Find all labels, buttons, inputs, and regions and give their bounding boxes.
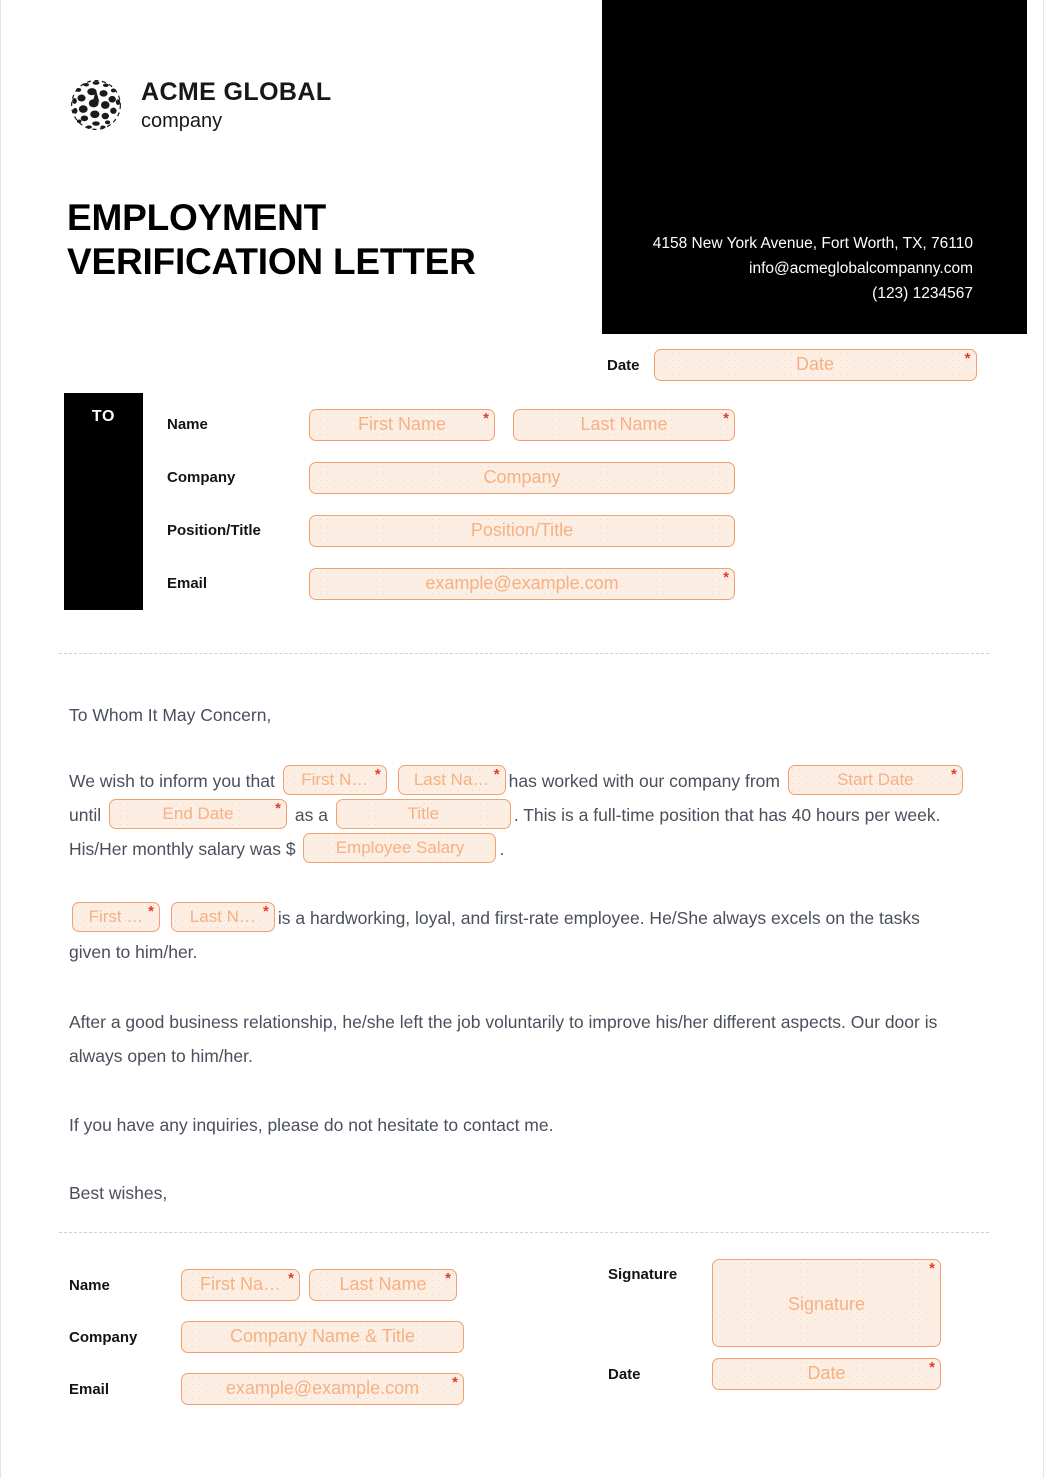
- p1-text-b: has worked with our company from: [508, 771, 780, 791]
- signature-date-placeholder: Date: [807, 1363, 846, 1383]
- signer-name-label: Name: [69, 1276, 110, 1294]
- required-asterisk: *: [452, 1374, 458, 1391]
- brand-subtitle: company: [141, 109, 223, 132]
- signer-first-name-input[interactable]: [181, 1269, 300, 1301]
- recipient-position-input[interactable]: [309, 515, 735, 547]
- signer-first-name-placeholder: First Na…: [200, 1274, 281, 1294]
- company-address: 4158 New York Avenue, Fort Worth, TX, 76110: [652, 234, 973, 252]
- required-asterisk: *: [929, 1260, 935, 1277]
- employee-last-name-placeholder-2: Last N…: [189, 907, 256, 927]
- required-asterisk: *: [723, 568, 729, 586]
- employee-last-name-placeholder: Last Na…: [413, 770, 490, 790]
- required-asterisk: *: [964, 350, 971, 367]
- company-contact-block: [653, 231, 973, 306]
- recipient-row-company: [167, 451, 767, 504]
- signature-input[interactable]: [712, 1259, 941, 1347]
- signature-label: Signature: [608, 1266, 678, 1283]
- recipient-company-input[interactable]: [309, 462, 735, 494]
- recipient-row-email: [167, 557, 767, 610]
- recipient-name-label: Name: [167, 416, 208, 433]
- signer-email-input[interactable]: [181, 1373, 464, 1405]
- employee-first-name-placeholder-2: First …: [88, 907, 144, 927]
- recipient-row-position: [167, 504, 767, 557]
- required-asterisk: *: [374, 766, 381, 784]
- employee-title-placeholder: Title: [407, 804, 440, 824]
- recipient-position-label: Position/Title: [167, 522, 261, 539]
- recipient-position-placeholder: Position/Title: [470, 519, 574, 540]
- required-asterisk: *: [445, 1270, 451, 1287]
- signature-date-row: [608, 1358, 998, 1390]
- required-asterisk: *: [929, 1359, 935, 1376]
- recipient-first-name-input[interactable]: [309, 409, 495, 441]
- header-date-row: [607, 349, 977, 381]
- divider-top: [59, 653, 989, 654]
- recipient-company-label: Company: [167, 469, 236, 486]
- page-title: EMPLOYMENT VERIFICATION LETTER: [67, 197, 476, 282]
- brand-name: ACME GLOBAL: [141, 77, 332, 106]
- letter-paragraph-one: [69, 764, 974, 866]
- signer-company-placeholder: Company Name & Title: [229, 1326, 416, 1346]
- employee-first-name-input[interactable]: [283, 765, 387, 795]
- company-phone: (123) 1234567: [872, 284, 973, 302]
- signer-last-name-input[interactable]: [309, 1269, 457, 1301]
- letter-salutation: To Whom It May Concern,: [69, 705, 272, 725]
- employee-first-name-input-2[interactable]: [72, 902, 160, 932]
- recipient-email-label: Email: [167, 575, 208, 592]
- globe-dots-logo-icon: [67, 76, 125, 134]
- header-date-label: Date: [607, 356, 640, 374]
- p2-text: is a hardworking, loyal, and first-rate employee. He/She always excels on the tasks given to him/her.: [69, 908, 920, 962]
- required-asterisk: *: [288, 1270, 294, 1287]
- required-asterisk: *: [275, 800, 281, 818]
- signature-row: [608, 1259, 998, 1347]
- employee-last-name-input-2[interactable]: [171, 902, 275, 932]
- employment-start-date-placeholder: Start Date: [837, 770, 914, 790]
- letter-closing: Best wishes,: [69, 1183, 168, 1203]
- header-date-placeholder: Date: [796, 354, 835, 374]
- recipient-email-placeholder: example@example.com: [425, 572, 619, 593]
- employment-end-date-placeholder: End Date: [162, 804, 234, 824]
- signer-row-name: [69, 1259, 489, 1311]
- signer-row-email: [69, 1363, 489, 1415]
- recipient-badge: [64, 393, 143, 610]
- employee-last-name-input[interactable]: [398, 765, 506, 795]
- recipient-first-name-placeholder: First Name: [357, 413, 446, 434]
- header-black-panel: [602, 0, 1027, 334]
- signature-placeholder: Signature: [787, 1294, 866, 1314]
- signer-email-label: Email: [69, 1380, 110, 1398]
- required-asterisk: *: [148, 903, 154, 921]
- brand-logo-block: [67, 76, 332, 134]
- required-asterisk: *: [263, 903, 269, 921]
- letter-paragraph-four: If you have any inquiries, please do not hesitate to contact me.: [69, 1115, 554, 1135]
- employee-first-name-placeholder: First N…: [301, 770, 369, 790]
- recipient-last-name-placeholder: Last Name: [580, 413, 668, 434]
- recipient-last-name-input[interactable]: [513, 409, 735, 441]
- letter-paragraph-two: [69, 901, 964, 969]
- signature-date-input[interactable]: [712, 1358, 941, 1390]
- divider-bottom: [59, 1232, 989, 1233]
- employee-title-input[interactable]: [336, 799, 511, 829]
- p1-text-c: until: [69, 805, 102, 825]
- employee-salary-input[interactable]: [303, 833, 496, 863]
- recipient-company-placeholder: Company: [483, 466, 561, 487]
- recipient-badge-label: TO: [91, 408, 116, 425]
- required-asterisk: *: [483, 409, 489, 427]
- signature-block: [608, 1259, 998, 1390]
- employee-salary-placeholder: Employee Salary: [335, 838, 465, 858]
- required-asterisk: *: [493, 766, 500, 784]
- signer-last-name-placeholder: Last Name: [339, 1274, 427, 1294]
- p1-text-f: .: [499, 839, 505, 859]
- recipient-fields: [167, 398, 767, 610]
- signature-date-label: Date: [608, 1365, 641, 1383]
- signer-row-company: [69, 1311, 489, 1363]
- p1-text-d: as a: [294, 805, 328, 825]
- p1-text-a: We wish to inform you that: [69, 771, 275, 791]
- signer-fields: [69, 1259, 489, 1415]
- required-asterisk: *: [951, 766, 957, 784]
- recipient-email-input[interactable]: [309, 568, 735, 600]
- header-date-input[interactable]: [654, 349, 977, 381]
- employment-start-date-input[interactable]: [788, 765, 963, 795]
- recipient-row-name: [167, 398, 767, 451]
- company-email: info@acmeglobalcompanny.com: [749, 259, 973, 277]
- employment-end-date-input[interactable]: [109, 799, 287, 829]
- required-asterisk: *: [723, 409, 729, 427]
- p1-text-e: . This is a full-time position that has 40 hours per week. His/Her monthly salary was $: [69, 805, 941, 859]
- signer-email-placeholder: example@example.com: [225, 1378, 420, 1398]
- signer-company-label: Company: [69, 1328, 138, 1346]
- signer-company-input[interactable]: [181, 1321, 464, 1353]
- letter-paragraph-three: After a good business relationship, he/she left the job voluntarily to improve his/her different aspects. Our door is always open to him/her.: [69, 1012, 938, 1066]
